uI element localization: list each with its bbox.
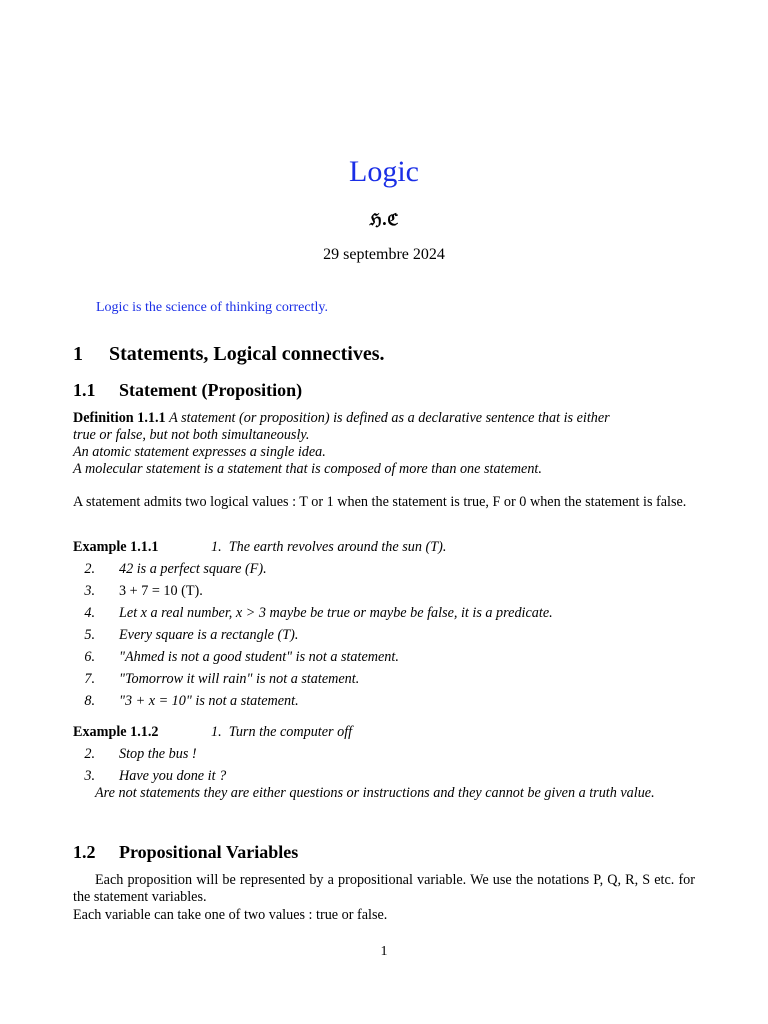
- list-item-number: 1.: [211, 724, 222, 740]
- list-item-text: Stop the bus !: [119, 746, 197, 762]
- list-item-number: 1.: [211, 539, 222, 555]
- paragraph: Each proposition will be represented by a propositional variable. We use the notations P, Q, R, S etc. for the statement variables.: [73, 872, 695, 905]
- page-number: 1: [380, 944, 388, 959]
- list-item-number: 5.: [84, 627, 95, 643]
- definition-line: An atomic statement expresses a single idea.: [73, 444, 326, 460]
- definition-label: Definition 1.1.1: [73, 410, 166, 426]
- abstract: Logic is the science of thinking correctly.: [96, 300, 328, 315]
- subsection-title: Statement (Proposition): [119, 380, 303, 400]
- subsection-heading: [73, 378, 693, 402]
- section-title: Statements, Logical connectives.: [109, 343, 385, 365]
- list-item: [73, 723, 352, 741]
- list-item-text: 3 + 7 = 10 (T).: [119, 583, 203, 599]
- list-item: [73, 745, 197, 763]
- definition-line: true or false, but not both simultaneously.: [73, 427, 310, 443]
- example-label: Example 1.1.1: [73, 539, 159, 555]
- definition-block: [73, 410, 695, 478]
- paragraph: Each variable can take one of two values : true or false.: [73, 907, 388, 923]
- author: ℌ.ℭ: [369, 210, 399, 229]
- example-note: Are not statements they are either questions or instructions and they cannot be given a truth value.: [95, 785, 655, 801]
- list-item-number: 2.: [84, 746, 95, 762]
- subsection-number: 1.2: [73, 842, 96, 862]
- paragraph: A statement admits two logical values : T or 1 when the statement is true, F or 0 when the statement is false.: [73, 494, 687, 510]
- list-item-text: "Tomorrow it will rain" is not a statement.: [119, 671, 360, 687]
- list-item-number: 3.: [84, 583, 95, 599]
- list-item-text: Have you done it ?: [119, 768, 227, 784]
- subsection-heading: [73, 840, 693, 864]
- list-item-text: "3 + x = 10" is not a statement.: [119, 693, 299, 709]
- section-number: 1: [73, 343, 83, 365]
- list-item: [73, 648, 399, 666]
- list-item-number: 2.: [84, 561, 95, 577]
- subsection-number: 1.1: [73, 380, 96, 400]
- subsection-title: Propositional Variables: [119, 842, 299, 862]
- definition-line: A molecular statement is a statement that is composed of more than one statement.: [73, 461, 542, 477]
- list-item-number: 3.: [84, 768, 95, 784]
- list-item-number: 4.: [84, 605, 95, 621]
- list-item: [73, 670, 359, 688]
- list-item: [73, 604, 553, 622]
- list-item-text: The earth revolves around the sun (T).: [228, 539, 447, 555]
- list-item-number: 8.: [84, 693, 95, 709]
- section-heading: [73, 341, 693, 367]
- list-item-text: "Ahmed is not a good student" is not a statement.: [119, 649, 399, 665]
- list-item: [73, 767, 226, 785]
- list-item-text: Every square is a rectangle (T).: [119, 627, 299, 643]
- list-item-number: 6.: [84, 649, 95, 665]
- list-item: [73, 692, 299, 710]
- list-item-text: 42 is a perfect square (F).: [119, 561, 267, 577]
- definition-line: A statement (or proposition) is defined as a declarative sentence that is either: [169, 410, 610, 426]
- list-item: [73, 560, 267, 578]
- example-label: Example 1.1.2: [73, 724, 159, 740]
- list-item-text: Turn the computer off: [228, 724, 353, 740]
- list-item-text: Let x a real number, x > 3 maybe be true or maybe be false, it is a predicate.: [119, 605, 553, 621]
- list-item-number: 7.: [84, 671, 95, 687]
- list-item: [73, 626, 298, 644]
- date: 29 septembre 2024: [323, 246, 445, 263]
- document-title: Logic: [349, 155, 419, 188]
- list-item: [73, 582, 203, 600]
- list-item: [73, 538, 446, 556]
